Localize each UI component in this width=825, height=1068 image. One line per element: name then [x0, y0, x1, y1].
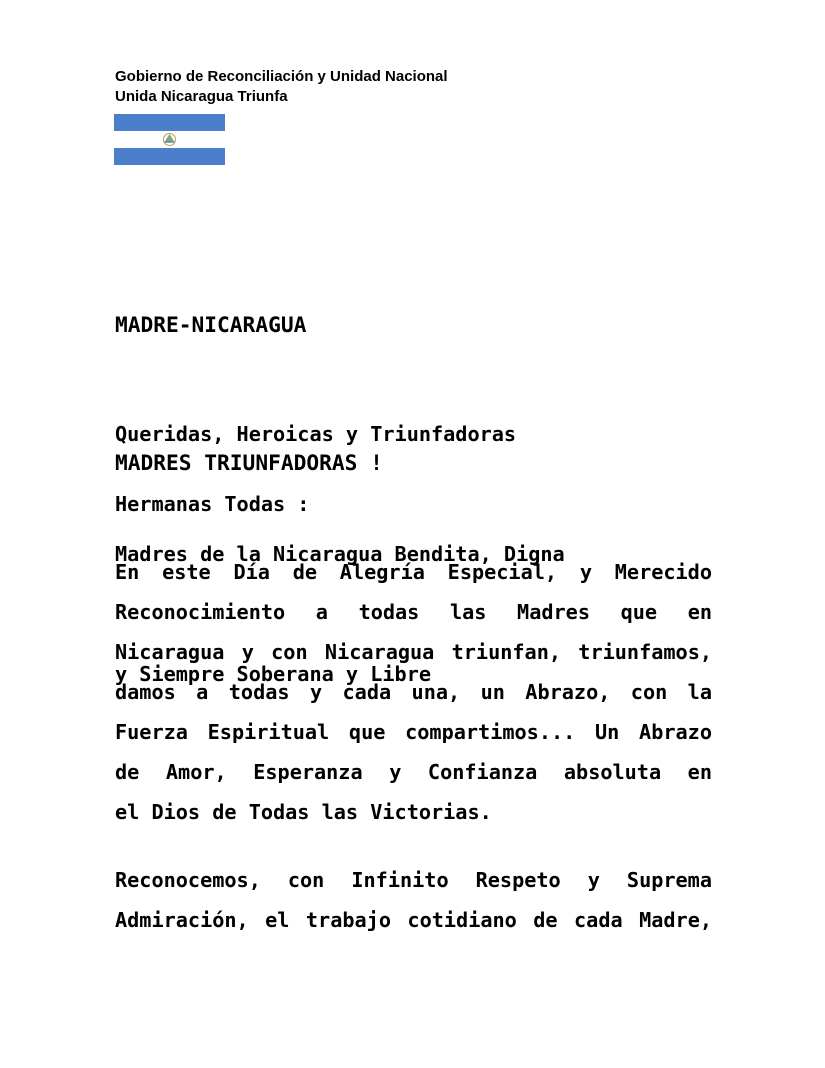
paragraph-line: Fuerza Espiritual que compartimos... Un Abrazo [115, 720, 712, 744]
page-subtitle: MADRES TRIUNFADORAS ! [115, 450, 383, 475]
government-name: Gobierno de Reconciliación y Unidad Nacional [115, 68, 448, 85]
paragraph-line: Reconocemos, con Infinito Respeto y Suprema [115, 868, 712, 892]
paragraph-2 [115, 860, 712, 940]
paragraph-line: En este Día de Alegría Especial, y Merecido [115, 560, 712, 584]
paragraph-1 [115, 552, 712, 832]
paragraph-line: damos a todas y cada una, un Abrazo, con la [115, 680, 712, 704]
document-header [115, 67, 448, 107]
paragraph-line: de Amor, Esperanza y Confianza absoluta en [115, 760, 712, 784]
page-title: MADRE-NICARAGUA [115, 312, 307, 337]
salutation-line: y Siempre Soberana y Libre [115, 662, 432, 686]
paragraph-line: Admiración, el trabajo cotidiano de cada Madre, [115, 908, 712, 932]
paragraph-line: Reconocimiento a todas las Madres que en [115, 600, 712, 624]
paragraph-line: Nicaragua y con Nicaragua triunfan, triunfamos, [115, 640, 712, 664]
government-slogan: Unida Nicaragua Triunfa [115, 88, 288, 105]
salutation-line: Madres de la Nicaragua Bendita, Digna [115, 542, 565, 566]
nicaragua-flag-icon [114, 114, 225, 165]
paragraph-line: el Dios de Todas las Victorias. [115, 800, 492, 824]
greeting: Hermanas Todas : [115, 492, 310, 516]
salutation-line: Queridas, Heroicas y Triunfadoras [115, 422, 517, 446]
